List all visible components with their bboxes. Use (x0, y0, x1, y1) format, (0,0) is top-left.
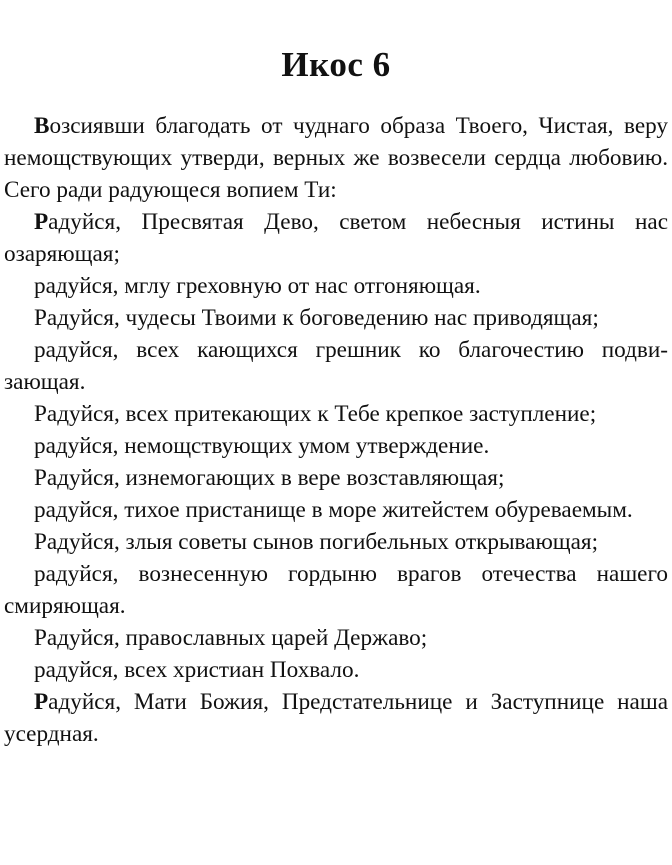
paragraph-initial: Р (34, 689, 49, 715)
paragraph-text: радуйся, мглу греховную от нас отгоняющая. (34, 273, 481, 299)
paragraph (4, 526, 668, 558)
paragraph-text: радуйся, всех христиан Похвало. (34, 657, 360, 683)
paragraph-text: радуйся, вознесенную гордыню врагов отечества нашего смиряющая. (4, 561, 668, 619)
paragraph (4, 686, 668, 750)
paragraph (4, 206, 668, 270)
paragraph (4, 334, 668, 398)
paragraph-text: радуйся, всех кающихся грешник ко благочестию подвизающая. (4, 337, 668, 395)
paragraph-initial: Р (34, 209, 49, 235)
paragraph-text: радуйся, немощствующих умом утверждение. (34, 433, 490, 459)
paragraph (4, 302, 668, 334)
paragraph (4, 270, 668, 302)
paragraph (4, 558, 668, 622)
paragraph (4, 398, 668, 430)
paragraph (4, 430, 668, 462)
paragraph-text: озсиявши благодать от чуднаго образа Твоего, Чистая, веру немощствующих утверди, верных же возвесели сердца любовию. Сего ради радующеся вопием Ти: (4, 113, 668, 203)
paragraph (4, 110, 668, 206)
paragraph-initial: В (34, 113, 50, 139)
body-text (4, 110, 668, 750)
page-title: Икос 6 (281, 45, 391, 84)
paragraph (4, 622, 668, 654)
paragraph-text: Радуйся, всех притекающих к Тебе крепкое заступление; (34, 401, 597, 427)
paragraph-text: Радуйся, чудесы Твоими к боговедению нас приводящая; (34, 305, 599, 331)
paragraph-text: адуйся, Пресвятая Дево, светом небесныя истины нас озаряющая; (4, 209, 668, 267)
paragraph (4, 654, 668, 686)
paragraph-text: адуйся, Мати Божия, Предстательнице и Заступнице наша усердная. (4, 689, 668, 747)
paragraph-text: Радуйся, злыя советы сынов погибельных открывающая; (34, 529, 599, 555)
paragraph-text: Радуйся, православных царей Державо; (34, 625, 428, 651)
paragraph-text: радуйся, тихое пристанище в море житейстем обуреваемым. (34, 497, 633, 523)
document-page (4, 0, 668, 750)
paragraph (4, 494, 668, 526)
paragraph-text: Радуйся, изнемогающих в вере возставляющая; (34, 465, 505, 491)
paragraph (4, 462, 668, 494)
